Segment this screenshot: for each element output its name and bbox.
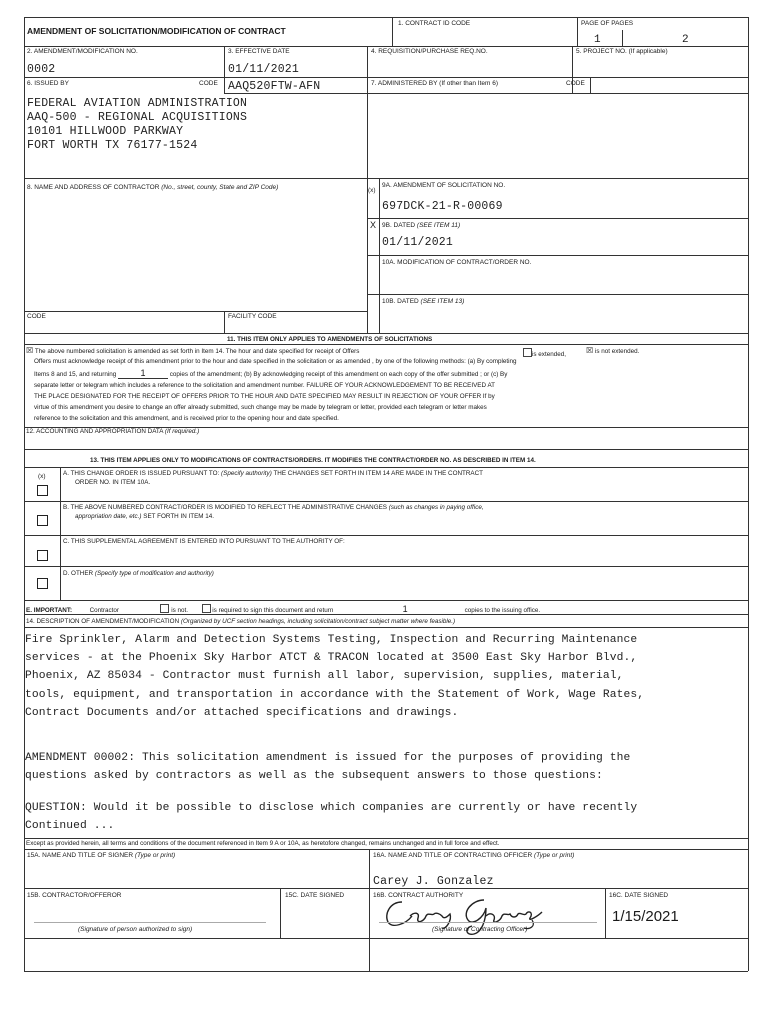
issued-by-address: FEDERAL AVIATION ADMINISTRATION AAQ-500 - REGIONAL ACQUISITIONS 10101 HILLWOOD PARKWAY FORT WORTH TX 76177-1524	[27, 97, 248, 152]
description-paragraph-3: QUESTION: Would it be possible to disclose which companies are currently or have recently Continued ...	[25, 802, 638, 833]
signature-officer-caption: (Signature of Contracting Officer)	[432, 926, 528, 933]
item11-line6: virtue of this amendment you desire to change an offer already submitted, such change may be made by telegram or letter, provided each telegram or letter makes	[34, 404, 487, 411]
except-statement: Except as provided herein, all terms and conditions of the document referenced in Item 9 A or 10A, as heretofore changed, remains unchanged and in full force and effect.	[26, 840, 500, 847]
item10b-label: 10B. DATED (SEE ITEM 13)	[382, 298, 465, 305]
item13b-checkbox[interactable]	[37, 515, 48, 526]
is-not-checkbox[interactable]	[160, 604, 169, 613]
item16a-label: 16A. NAME AND TITLE OF CONTRACTING OFFICER (Type or print)	[373, 852, 575, 859]
x-column-label: (x)	[368, 187, 376, 194]
item13-heading: 13. THIS ITEM APPLIES ONLY TO MODIFICATIONS OF CONTRACTS/ORDERS. IT MODIFIES THE CONTRACT/ORDER NO. AS DESCRIBED IN ITEM 14.	[90, 457, 536, 464]
item16b-label: 16B. CONTRACT AUTHORITY	[373, 892, 464, 899]
item16c-label: 16C. DATE SIGNED	[609, 892, 669, 899]
item11-heading: 11. THIS ITEM ONLY APPLIES TO AMENDMENTS OF SOLICITATIONS	[227, 336, 433, 343]
important-row: E. IMPORTANT: Contractor is not. is required to sign this document and return 1 copies to the issuing office.	[26, 604, 541, 614]
project-no-label: 5. PROJECT NO. (If applicable)	[576, 48, 668, 55]
item13a-checkbox[interactable]	[37, 485, 48, 496]
description-paragraph-1: Fire Sprinkler, Alarm and Detection Systems Testing, Inspection and Recurring Maintenance services - at the Phoenix Sky Harbor ATCT & TRACON located at 3500 East Sky Harbor Blvd., Phoenix, AZ 85034 - Contractor must furnish all labor, supervision, supplies, material, tools, equipment, and transportation in accordance with the Statement of Work, Wage Rates, Contract Documents and/or attached specifications and drawings.	[25, 634, 645, 719]
administered-by-label: 7. ADMINISTERED BY (If other than Item 6)	[371, 80, 499, 87]
form-title: AMENDMENT OF SOLICITATION/MODIFICATION OF CONTRACT	[27, 26, 286, 36]
item13b-line1: B. THE ABOVE NUMBERED CONTRACT/ORDER IS MODIFIED TO REFLECT THE ADMINISTRATIVE CHANGES (such as changes in paying office,	[63, 504, 484, 511]
amendment-no-label: 2. AMENDMENT/MODIFICATION NO.	[27, 48, 138, 55]
item9b-label: 9B. DATED (SEE ITEM 11)	[382, 222, 461, 229]
item13c-line1: C. THIS SUPPLEMENTAL AGREEMENT IS ENTERED INTO PURSUANT TO THE AUTHORITY OF:	[63, 538, 345, 545]
contracting-officer-name: Carey J. Gonzalez	[373, 875, 494, 888]
issued-by-code-label: CODE	[199, 80, 218, 87]
item9a-label: 9A. AMENDMENT OF SOLICITATION NO.	[382, 182, 506, 189]
item11-line7: reference to the solicitation and this amendment, and is received prior to the opening hour and date specified.	[34, 415, 339, 422]
item13a-line2: ORDER NO. IN ITEM 10A.	[75, 479, 151, 486]
item11-line3: Items 8 and 15, and returning 1 copies of the amendment; (b) By acknowledging receipt of this amendment on each copy of the offer submitted ; or (c) By	[34, 368, 508, 378]
item11-line5: THE PLACE DESIGNATED FOR THE RECEIPT OF OFFERS PRIOR TO THE HOUR AND DATE SPECIFIED MAY RESULT IN REJECTION OF YOUR OFFER If by	[34, 393, 495, 400]
item13a-line1: A. THIS CHANGE ORDER IS ISSUED PURSUANT TO: (Specify authority) THE CHANGES SET FORTH IN ITEM 14 ARE MADE IN THE CONTRACT	[63, 470, 484, 477]
item15a-label: 15A. NAME AND TITLE OF SIGNER (Type or print)	[27, 852, 176, 859]
item13b-line2: appropriation date, etc.) SET FORTH IN ITEM 14.	[75, 513, 215, 520]
issued-by-code: AAQ520FTW-AFN	[228, 80, 321, 93]
effective-date-value: 01/11/2021	[228, 63, 300, 76]
item11-line1: ☒ The above numbered solicitation is amended as set forth in Item 14. The hour and date specified for receipt of Offers	[26, 346, 360, 355]
date-signed-value: 1/15/2021	[612, 908, 679, 925]
item13d-line1: D. OTHER (Specify type of modification and authority)	[63, 570, 214, 577]
solicitation-amended-checkbox[interactable]: ☒	[26, 346, 34, 355]
item9b-value: 01/11/2021	[382, 236, 454, 249]
page-of-pages-label: PAGE OF PAGES	[581, 20, 634, 27]
item15b-label: 15B. CONTRACTOR/OFFEROR	[27, 892, 122, 899]
description-paragraph-2: AMENDMENT 00002: This solicitation amendment is issued for the purposes of providing the questions asked by contractors as well as the subsequent answers to those questions:	[25, 752, 631, 783]
is-not-extended-checkbox[interactable]: ☒	[586, 346, 594, 355]
page-count: 2	[682, 34, 689, 46]
administered-code-label: CODE	[566, 80, 585, 87]
contractor-code-label: CODE	[27, 313, 46, 320]
extended-option: is extended,	[523, 347, 566, 360]
requisition-label: 4. REQUISITION/PURCHASE REQ.NO.	[371, 48, 488, 55]
item11-line4: separate letter or telegram which includes a reference to the solicitation and amendment number. FAILURE OF YOUR ACKNOWLEDGEMENT TO BE RECEIVED AT	[34, 382, 496, 389]
contractor-label: 8. NAME AND ADDRESS OF CONTRACTOR (No., street, county, State and ZIP Code)	[27, 184, 279, 191]
item11-line2: Offers must acknowledge receipt of this amendment prior to the hour and date specified in the solicitation or as amended , by one of the following methods: (a) By completing	[34, 358, 517, 365]
not-extended-option: ☒ is not extended.	[586, 346, 640, 355]
item13c-checkbox[interactable]	[37, 550, 48, 561]
page-number: 1	[594, 34, 601, 46]
item15c-label: 15C. DATE SIGNED	[285, 892, 345, 899]
facility-code-label: FACILITY CODE	[228, 313, 277, 320]
amendment-no-value: 0002	[27, 63, 56, 76]
is-required-checkbox[interactable]	[202, 604, 211, 613]
item10a-label: 10A. MODIFICATION OF CONTRACT/ORDER NO.	[382, 259, 532, 266]
contract-id-code-label: 1. CONTRACT ID CODE	[398, 20, 471, 27]
effective-date-label: 3. EFFECTIVE DATE	[228, 48, 290, 55]
issued-by-label: 6. ISSUED BY	[27, 80, 69, 87]
signature-person-caption: (Signature of person authorized to sign)	[78, 926, 193, 933]
item12-label: 12. ACCOUNTING AND APPROPRIATION DATA (If required.)	[26, 428, 200, 435]
item9b-x-mark: X	[370, 220, 377, 230]
item13d-checkbox[interactable]	[37, 578, 48, 589]
is-extended-checkbox[interactable]	[523, 348, 532, 357]
item14-label: 14. DESCRIPTION OF AMENDMENT/MODIFICATION (Organized by UCF section headings, including solicitation/contract subject matter where feasible.)	[26, 618, 456, 625]
item9a-value: 697DCK-21-R-00069	[382, 200, 503, 213]
item13-x-label: (x)	[38, 473, 46, 480]
